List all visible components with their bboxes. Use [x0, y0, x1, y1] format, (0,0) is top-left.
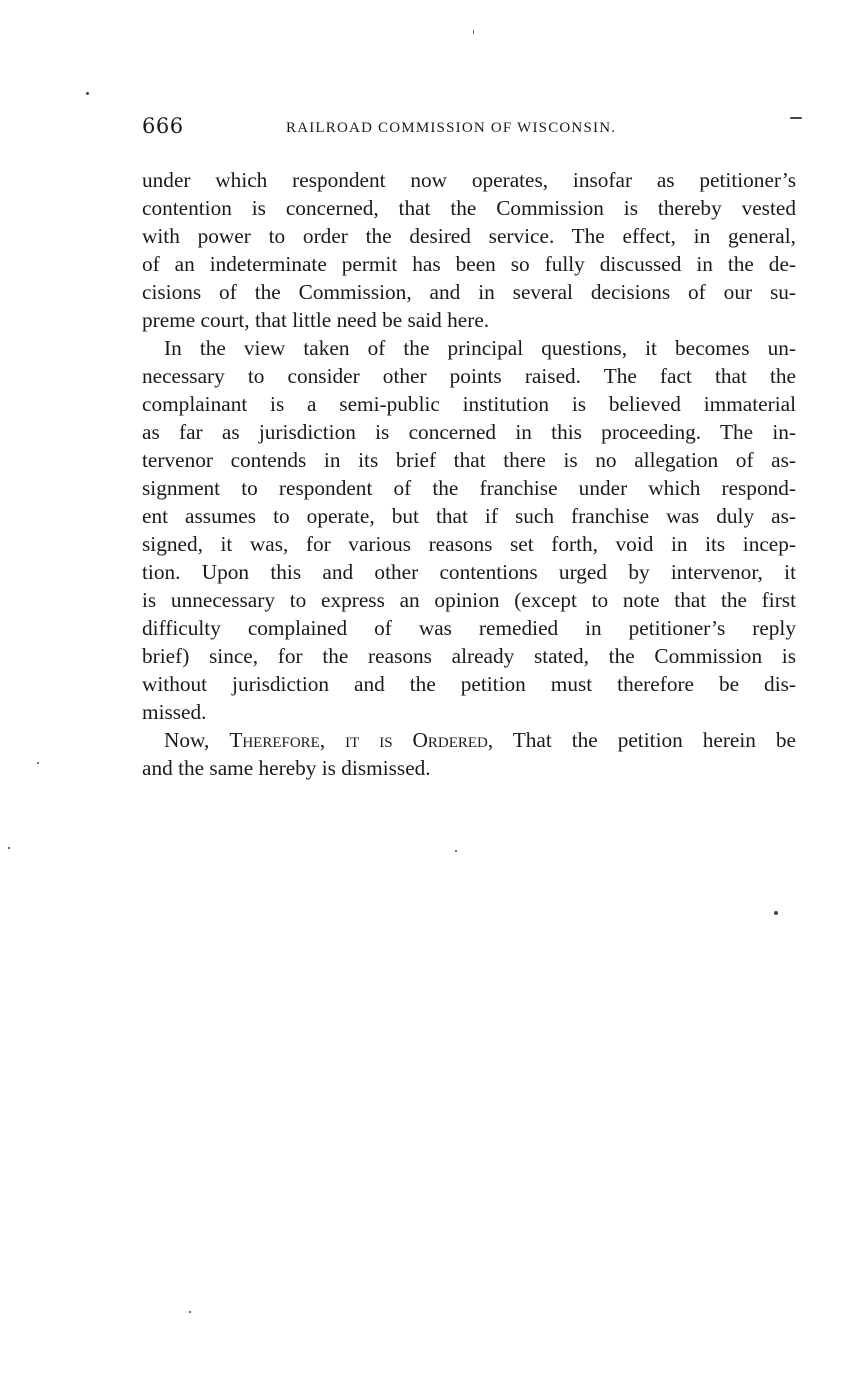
scan-speck — [189, 1311, 191, 1313]
text-line: cisions of the Commission, and in several decisions of our su- — [142, 280, 796, 304]
scan-speck — [473, 30, 474, 34]
scan-speck — [86, 92, 89, 95]
text-line: signment to respondent of the franchise under which respond- — [142, 476, 796, 500]
text-line: and the same hereby is dismissed. — [142, 756, 431, 780]
paragraph-order — [142, 726, 796, 782]
text-line: difficulty complained of was remedied in petitioner’s reply — [142, 616, 796, 640]
text-line: without jurisdiction and the petition must therefore be dis- — [142, 672, 796, 696]
body-text — [142, 166, 796, 782]
text-line: ent assumes to operate, but that if such franchise was duly as- — [142, 504, 796, 528]
order-lead: Now, — [164, 728, 230, 752]
text-line: tion. Upon this and other contentions urged by intervenor, it — [142, 560, 796, 584]
running-head — [142, 114, 796, 144]
text-line: tervenor contends in its brief that there is no allegation of as- — [142, 448, 796, 472]
text-line: complainant is a semi-public institution is believed immaterial — [142, 392, 796, 416]
scan-speck — [790, 117, 802, 119]
scan-speck — [8, 847, 10, 849]
text-line: signed, it was, for various reasons set forth, void in its incep- — [142, 532, 796, 556]
text-line: necessary to consider other points raised. The fact that the — [142, 364, 796, 388]
text-line: In the view taken of the principal questions, it becomes un- — [164, 336, 796, 360]
order-rest: That the petition herein be — [493, 728, 796, 752]
page-number: 666 — [142, 114, 184, 138]
text-line: brief) since, for the reasons already stated, the Commission is — [142, 644, 796, 668]
paragraph-permit-discussion — [142, 166, 796, 334]
text-line: preme court, that little need be said here. — [142, 308, 490, 332]
scan-speck — [455, 850, 457, 852]
text-line: is unnecessary to express an opinion (except to note that the first — [142, 588, 796, 612]
running-title: RAILROAD COMMISSION OF WISCONSIN. — [286, 120, 617, 136]
text-line: with power to order the desired service. The effect, in general, — [142, 224, 796, 248]
scan-speck — [774, 911, 778, 915]
scan-speck — [37, 762, 39, 764]
order-small-caps: Therefore, it is Ordered, — [229, 728, 494, 752]
text-line: as far as jurisdiction is concerned in this proceeding. The in- — [142, 420, 796, 444]
text-line: of an indeterminate permit has been so fully discussed in the de- — [142, 252, 796, 276]
text-line: contention is concerned, that the Commission is thereby vested — [142, 196, 796, 220]
text-line: under which respondent now operates, insofar as petitioner’s — [142, 168, 796, 192]
text-line: missed. — [142, 700, 207, 724]
order-line — [142, 726, 796, 754]
paragraph-jurisdiction — [142, 334, 796, 726]
